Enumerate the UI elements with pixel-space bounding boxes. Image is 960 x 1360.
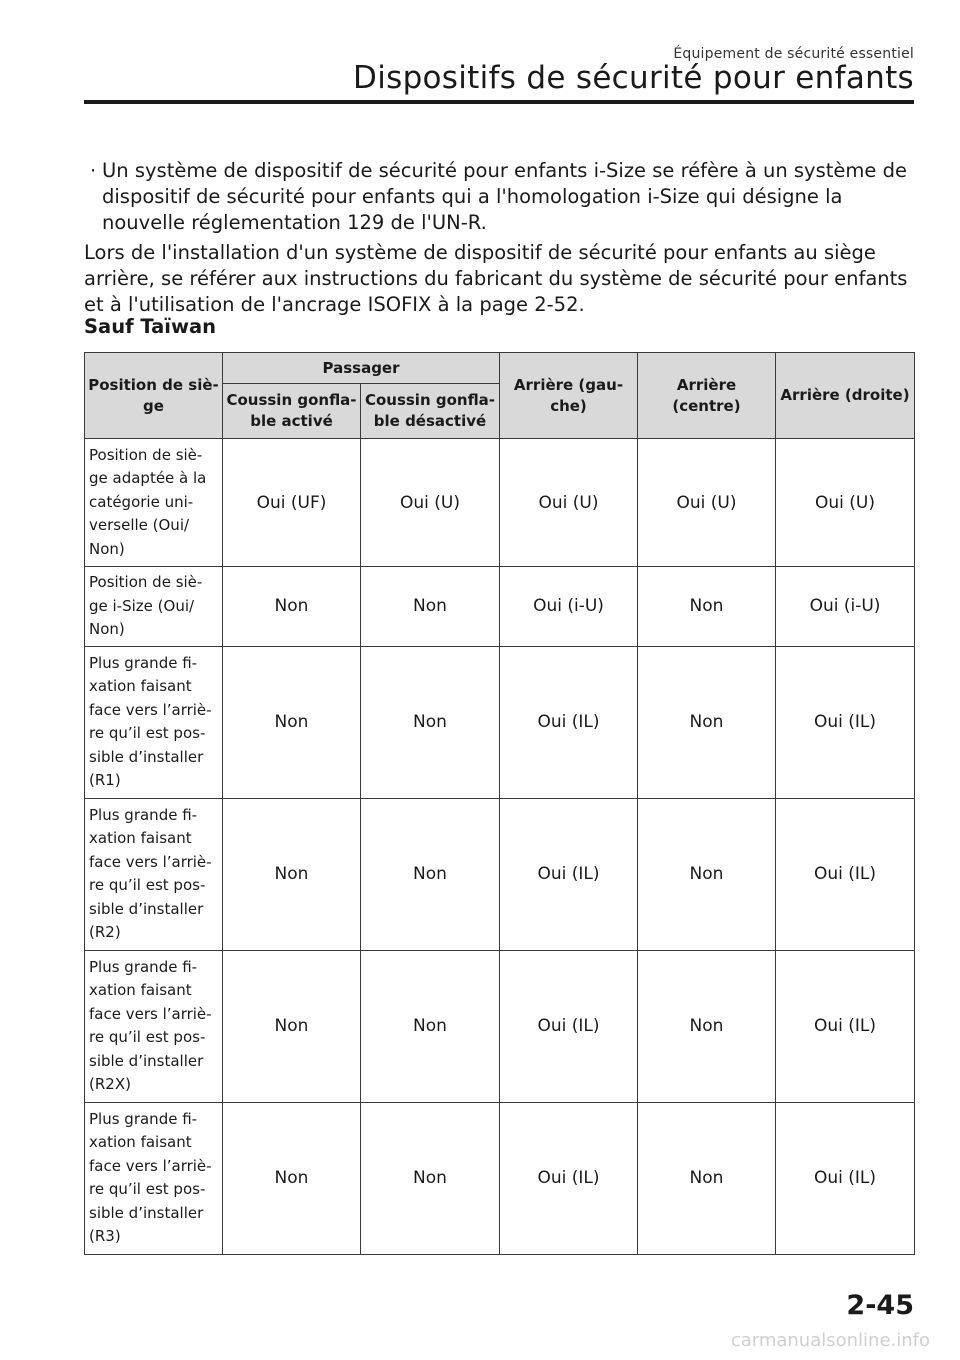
row-label: Plus grande fi-xation faisant face vers l’arriè-re qu’il est pos-sible d’installer (R1) <box>85 646 223 798</box>
watermark: carmanualsonline.info <box>730 1330 930 1351</box>
table-cell: Oui (IL) <box>500 646 638 798</box>
table-row <box>85 646 915 798</box>
row-label: Position de siè-ge i-Size (Oui/ Non) <box>85 567 223 647</box>
paragraph-line: Lors de l'installation d'un système de dispositif de sécurité pour enfants au siège <box>84 241 876 264</box>
table-cell: Non <box>223 1102 361 1254</box>
table-cell: Non <box>361 798 500 950</box>
table-cell: Oui (U) <box>500 439 638 567</box>
page-number: 2-45 <box>846 1290 914 1321</box>
header-rule <box>84 100 914 104</box>
table-cell: Oui (U) <box>361 439 500 567</box>
table-cell: Non <box>223 798 361 950</box>
header-arriere-gauche: Arrière (gau-che) <box>500 353 638 439</box>
header-coussin-active: Coussin gonfla-ble activé <box>223 384 361 439</box>
table-cell: Non <box>361 950 500 1102</box>
table-cell: Oui (IL) <box>500 1102 638 1254</box>
table-cell: Oui (U) <box>638 439 776 567</box>
table-row <box>85 798 915 950</box>
subheading: Sauf Taïwan <box>84 315 217 338</box>
paragraph-line: arrière, se référer aux instructions du fabricant du système de sécurité pour enfants <box>84 267 908 290</box>
page-title: Dispositifs de sécurité pour enfants <box>353 60 914 96</box>
table-cell: Non <box>361 646 500 798</box>
row-label: Plus grande fi-xation faisant face vers l’arriè-re qu’il est pos-sible d’installer (R2) <box>85 798 223 950</box>
bullet-line: dispositif de sécurité pour enfants qui a l'homologation i-Size qui désigne la <box>102 185 843 208</box>
header-coussin-desactive: Coussin gonfla-ble désactivé <box>361 384 500 439</box>
table-cell: Non <box>638 1102 776 1254</box>
table-cell: Oui (IL) <box>776 1102 915 1254</box>
bullet-line: nouvelle réglementation 129 de l'UN-R. <box>102 211 487 234</box>
bullet-item <box>84 158 914 236</box>
seat-position-table <box>84 352 915 1255</box>
table-cell: Non <box>638 567 776 647</box>
bullet-line: Un système de dispositif de sécurité pour enfants i-Size se réfère à un système de <box>102 159 907 182</box>
body-paragraph <box>84 240 914 318</box>
table-cell: Non <box>223 646 361 798</box>
table-cell: Oui (IL) <box>776 950 915 1102</box>
table-cell: Oui (IL) <box>776 798 915 950</box>
table-row <box>85 567 915 647</box>
header-arriere-centre: Arrière (centre) <box>638 353 776 439</box>
table-cell: Non <box>361 567 500 647</box>
row-label: Plus grande fi-xation faisant face vers l’arriè-re qu’il est pos-sible d’installer (R3) <box>85 1102 223 1254</box>
bullet-dot-icon: · <box>89 160 97 182</box>
table-cell: Oui (IL) <box>500 798 638 950</box>
header-arriere-droite: Arrière (droite) <box>776 353 915 439</box>
table-row <box>85 439 915 567</box>
table-cell: Oui (U) <box>776 439 915 567</box>
table-cell: Oui (i-U) <box>776 567 915 647</box>
paragraph-line: et à l'utilisation de l'ancrage ISOFIX à la page 2-52. <box>84 293 585 316</box>
table-cell: Non <box>638 646 776 798</box>
table-row <box>85 1102 915 1254</box>
section-title: Équipement de sécurité essentiel <box>673 46 914 62</box>
header-position: Position de siè-ge <box>85 353 223 439</box>
header-passager: Passager <box>223 353 500 384</box>
table-cell: Oui (UF) <box>223 439 361 567</box>
table-row <box>85 950 915 1102</box>
table-cell: Non <box>361 1102 500 1254</box>
table-cell: Non <box>638 950 776 1102</box>
table-cell: Oui (IL) <box>776 646 915 798</box>
table-cell: Oui (IL) <box>500 950 638 1102</box>
row-label: Plus grande fi-xation faisant face vers l’arriè-re qu’il est pos-sible d’installer (R2X) <box>85 950 223 1102</box>
table-cell: Non <box>638 798 776 950</box>
table-cell: Oui (i-U) <box>500 567 638 647</box>
table-cell: Non <box>223 567 361 647</box>
table-cell: Non <box>223 950 361 1102</box>
row-label: Position de siè-ge adaptée à la catégorie uni-verselle (Oui/ Non) <box>85 439 223 567</box>
